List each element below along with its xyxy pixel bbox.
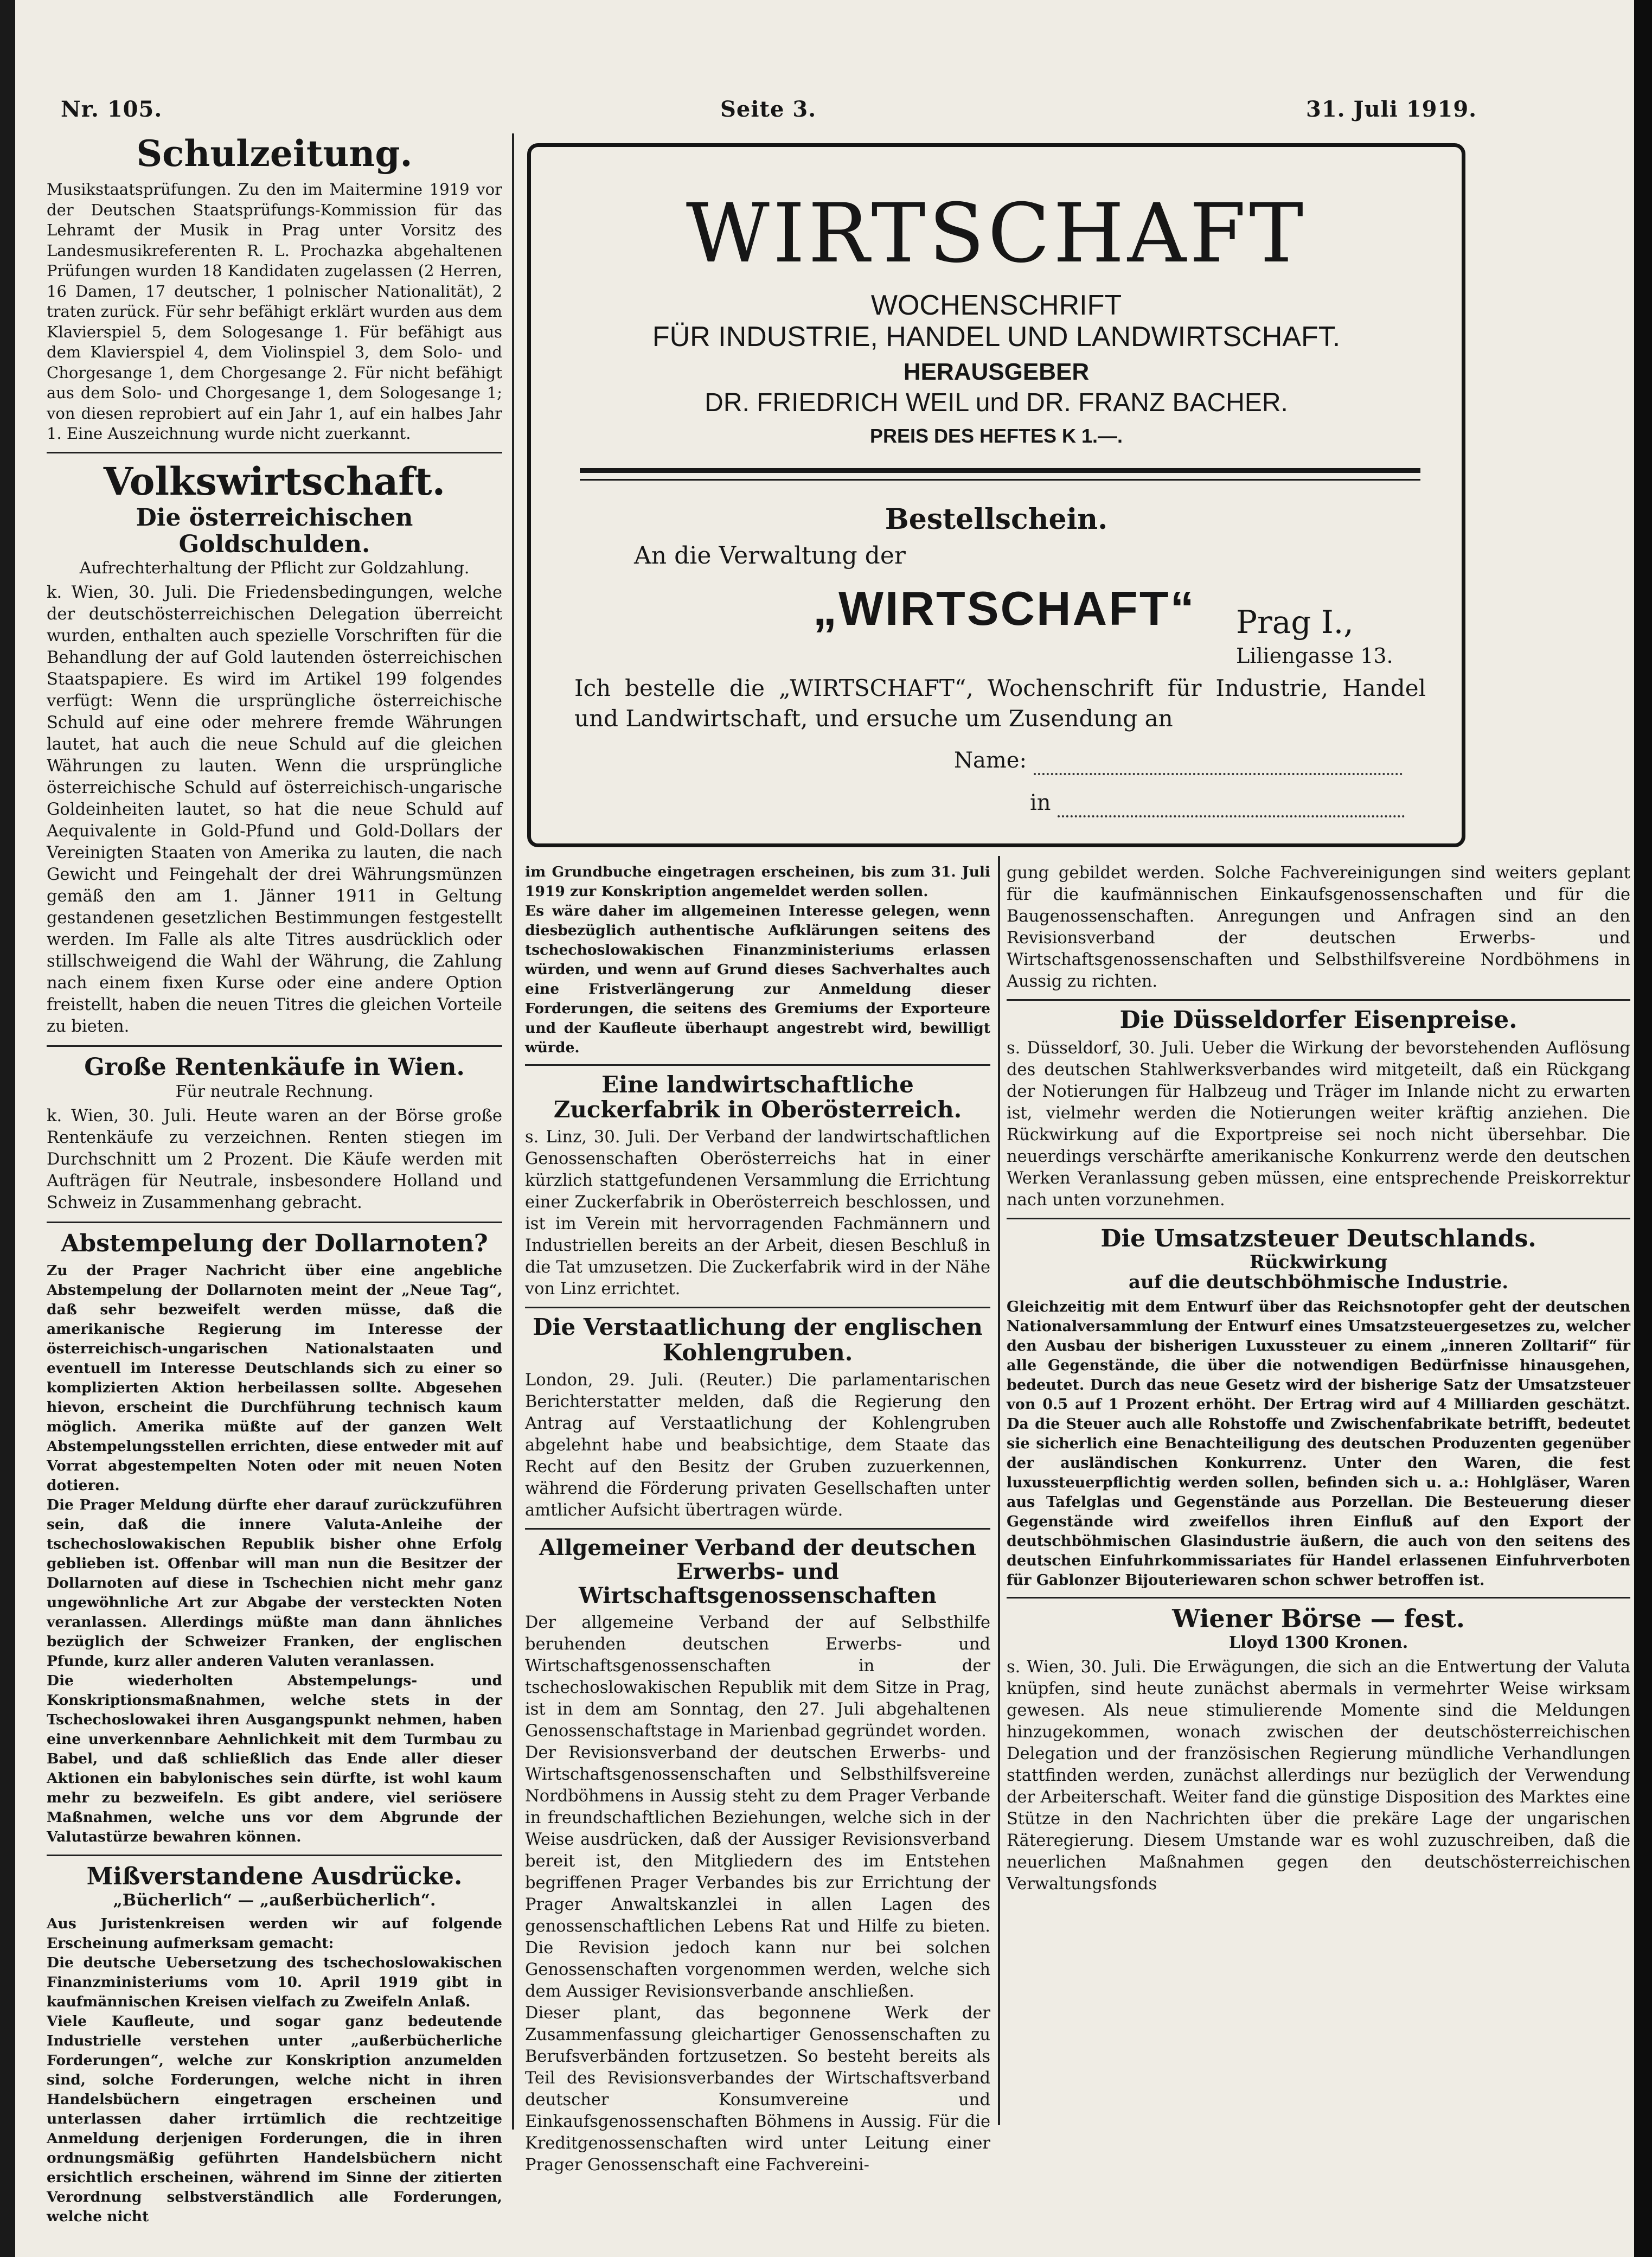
separator <box>1007 1218 1630 1219</box>
subhead-rueckwirkung: Rückwirkung <box>1249 1251 1388 1273</box>
headline-ausdruecke: Mißverstandene Ausdrücke. <box>86 1862 463 1890</box>
ad-in-label: in <box>1030 790 1051 815</box>
headline-eisenpreise: Die Düsseldorfer Eisenpreise. <box>1119 1006 1517 1034</box>
separator <box>525 1307 990 1308</box>
article-dollarnoten-p1: Zu der Prager Nachricht über eine angebliche Abstempelung der Dollarnoten meint der „Neue Tag“, daß sehr bezweifelt werden müsse, daß die amerikanische Regierung im Interesse der österreichisch-ungarischen Nationalstaaten und eventuell im Interesse Deutschlands sich zu einer so komplizierten Aktion herbeilassen sollte. Abgesehen hievon, erscheint die Durchführung technisch kaum möglich. Amerika müßte auf der ganzen Welt Abstempelungsstellen errichten, diese entweder mit auf Vorrat abgestempelten Noten oder mit neuen Noten dotieren. <box>47 1262 502 1494</box>
article-ausdruecke-p1: Aus Juristenkreisen werden wir auf folgende Erscheinung aufmerksam gemacht: <box>47 1915 502 1952</box>
ad-name-label: Name: <box>954 748 1027 773</box>
article-zuckerfabrik: s. Linz, 30. Juli. Der Verband der landwirtschaftlichen Genossenschaften Oberösterreichs hat in einer kürzlich stattgefundenen Versammlung die Errichtung einer Zuckerfabrik in Oberösterreich beschlossen, und ist im Verein mit hervorragenden Fachmännern und Industriellen bereits an der Arbeit, diesen Beschluß in die Tat umzusetzen. Die Zuckerfabrik wird in der Nähe von Linz errichtet. <box>525 1128 990 1299</box>
advertisement-wirtschaft <box>527 143 1465 847</box>
ad-name-row <box>954 748 1403 775</box>
ad-order-title: Bestellschein. <box>885 503 1108 536</box>
ad-editors: DR. FRIEDRICH WEIL und DR. FRANZ BACHER. <box>705 388 1288 417</box>
article-continued-2: Es wäre daher im allgemeinen Interesse gelegen, wenn diesbezüglich authentische Aufklärungen seitens des tschechoslowakischen Finanzministeriums erlassen würden, und wenn auf Grund dieses Sachverhaltes auch eine Fristverlängerung zur Anmeldung dieser Forderungen, die seitens des Gremiums der Exporteure und der Kaufleute überhaupt angestrebt wird, bewilligt würde. <box>525 903 990 1056</box>
separator <box>525 1064 990 1066</box>
article-dollarnoten-p2: Die Prager Meldung dürfte eher darauf zurückzuführen sein, daß die innere Valuta-Anleihe der tschechoslowakischen Republik bisher ohne Erfolg geblieben ist. Offenbar will man nun die Besitzer der Dollarnoten auf diese in Tschechien nicht mehr ganz ungewöhnliche Art zur Abgabe der versteckten Noten veranlassen. Allerdings müßte man dann ähnliches bezüglich der Schweizer Franken, der englischen Pfunde, kurz aller anderen Valuten veranlassen. <box>47 1496 502 1670</box>
ad-rule-thick <box>580 468 1420 473</box>
ad-in-row <box>1030 790 1405 817</box>
newspaper-page <box>15 0 1634 2257</box>
article-ausdruecke-p2: Die deutsche Uebersetzung des tschechoslowakischen Finanzministeriums vom 10. April 1919 gibt in kaufmännischen Kreisen vielfach zu Zweifeln Anlaß. <box>47 1954 502 2011</box>
separator <box>1007 1597 1630 1599</box>
ad-price: PREIS DES HEFTES K 1.—. <box>869 425 1123 447</box>
article-dollarnoten-p3: Die wiederholten Abstempelungs- und Konskriptionsmaßnahmen, welche stets in der Tschechoslowakei ihren Ausgangspunkt nehmen, haben eine unverkennbare Aehnlichkeit mit dem Turmbau zu Babel, und daß schließlich das Ende aller dieser Aktionen ein babylonisches sein dürfte, ist wohl kaum mehr zu bezweifeln. Es gibt andere, viel seriösere Maßnahmen, welche uns vor dem Abgrunde der Valutastürze bewahren können. <box>47 1672 502 1845</box>
scan-edge <box>1634 0 1652 2257</box>
article-verband-p3: Dieser plant, das begonnene Werk der Zusammenfassung gleichartiger Genossenschaften zu Berufsverbänden fortzusetzen. So besteht bereits als Teil des Revisionsverbandes der Wirtschaftsverband deutscher Konsumvereine und Einkaufsgenossenschaften Böhmens in Aussig. Für die Kreditgenossenschaften wird unter Leitung einer Prager Genossenschaft eine Fachvereini- <box>525 2003 990 2175</box>
subhead-ausdruecke: „Bücherlich“ — „außerbücherlich“. <box>113 1891 436 1910</box>
separator <box>47 1222 502 1223</box>
ad-subtitle-2: FÜR INDUSTRIE, HANDEL UND LANDWIRTSCHAFT. <box>652 321 1341 353</box>
ad-address-to: An die Verwaltung der <box>634 542 906 570</box>
column-rule-middle <box>998 856 1000 2125</box>
ad-street: Liliengasse 13. <box>1236 644 1393 668</box>
headline-umsatzsteuer: Die Umsatzsteuer Deutschlands. <box>1100 1225 1536 1253</box>
headline-zuckerfabrik: Eine landwirtschaftliche Zuckerfabrik in Oberösterreich. <box>553 1071 962 1123</box>
article-boerse: s. Wien, 30. Juli. Die Erwägungen, die sich an die Entwertung der Valuta knüpfen, sind heute zunächst abermals in vermehrter Weise wirksam gewesen. Als neue stimulierende Momente sind die Meldungen hinzugekommen, wonach zwischen der deutschösterreichischen Delegation und der französischen Regierung mündliche Verhandlungen stattfinden werden, zunächst allerdings nur bezüglich der Verwendung der Arbeiterschaft. Weiter fand die günstige Disposition des Marktes eine Stütze in den Nachrichten über die prekäre Lage der ungarischen Räteregierung. Diesem Umstande war es wohl zuzuschreiben, daß die neuerlichen Maßnahmen gegen den deutschösterreichischen Verwaltungsfonds <box>1007 1658 1630 1894</box>
subhead-goldschulden: Aufrechterhaltung der Pflicht zur Goldzahlung. <box>79 559 470 578</box>
section-title-volkswirtschaft: Volkswirtschaft. <box>103 458 446 504</box>
article-musikpruefungen: Musikstaatsprüfungen. Zu den im Maitermine 1919 vor der Deutschen Staatsprüfungs-Kommission für das Lehramt der Musik in Prag unter Vorsitz des Landesmusikreferenten R. L. Prochazka abgehaltenen Prüfungen wurden 18 Kandidaten zugelassen (2 Herren, 16 Damen, 17 deutscher, 1 polnischer Nationalität), 2 traten zurück. Für sehr befähigt erklärt wurden aus dem Klavierspiel 5, dem Sologesange 1. Für befähigt aus dem Klavierspiel 4, dem Violinspiel 3, dem Solo- und Chorgesange 1, dem Chorgesange 2. Für nicht befähigt aus dem Solo- und Chorgesange 1, dem Sologesange 1; von diesen reprobiert auf ein Jahr 1, auf ein halbes Jahr 1. Eine Auszeichnung wurde nicht zuerkannt. <box>47 180 502 443</box>
separator <box>47 452 502 453</box>
page-number: Seite 3. <box>720 97 817 122</box>
headline-rentenkaeufe: Große Rentenkäufe in Wien. <box>84 1053 465 1082</box>
ad-in-field[interactable] <box>1058 790 1405 817</box>
article-verband-p2: Der Revisionsverband der deutschen Erwerbs- und Wirtschaftsgenossenschaften und Selbsthilfsvereine Nordböhmens in Aussig steht zu dem Prager Verbande in freundschaftlichen Beziehungen, welche sich in der Weise ausdrücken, daß der Aussiger Revisionsverband bereit ist, den Mitgliedern des im Entstehen begriffenen Prager Verbandes bis zur Errichtung der Prager Anwaltskanzlei in allen Lagen des genossenschaftlichen Lebens Rat und Hilfe zu bieten. Die Revision jedoch kann nur bei solchen Genossenschaften vorgenommen werden, welche sich dem Aussiger Revisionsverbande anschließen. <box>525 1743 990 2001</box>
headline-goldschulden: Die österreichischen Goldschulden. <box>136 504 413 558</box>
headline-verband: Allgemeiner Verband der deutschen Erwerbs- und Wirtschaftsgenossenschaften <box>539 1534 976 1608</box>
ad-order-text: Ich bestelle die „WIRTSCHAFT“, Wochenschrift für Industrie, Handel und Landwirtschaft, und ersuche um Zusendung an <box>574 675 1426 732</box>
separator <box>47 1855 502 1856</box>
separator <box>525 1528 990 1530</box>
article-kohlengruben: London, 29. Juli. (Reuter.) Die parlamentarischen Berichterstatter melden, daß die Regierung den Antrag auf Verstaatlichung der Kohlengruben abgelehnt habe und beabsichtige, dem Staate das Recht auf den Besitz der Gruben zuzuerkennen, während die Förderung privaten Gesellschaften unter amtlicher Aufsicht übertragen würde. <box>525 1370 990 1520</box>
ad-city: Prag I., <box>1236 604 1354 641</box>
section-title-schulzeitung: Schulzeitung. <box>136 132 413 175</box>
article-ausdruecke-p3: Viele Kaufleute, und sogar ganz bedeutende Industrielle verstehen unter „außerbücherliche Forderungen“, welche zur Konskription anzumelden sind, solche Forderungen, welche nicht in ihren Handelsbüchern eingetragen erscheinen und unterlassen daher irrtümlich die rechtzeitige Anmeldung derjenigen Forderungen, die in ihren ordnungsmäßig geführten Handelsbüchern nicht ersichtlich erscheinen, während im Sinne der zitierten Verordnung selbstverständlich alle Forderungen, welche nicht <box>47 2013 502 2226</box>
article-umsatzsteuer: Gleichzeitig mit dem Entwurf über das Reichsnotopfer geht der deutschen Nationalversammlung der Entwurf eines Umsatzsteuergesetzes zu, welcher den Ausbau der bisherigen Luxussteuer zu einem „inneren Zolltarif“ für alle Gegenstände, die über die notwendigen Bedürfnisse hinausgehen, bedeutet. Durch das neue Gesetz wird der bisherige Satz der Umsatzsteuer von 0.5 auf 1 Prozent erhöht. Der Ertrag wird auf 4 Milliarden geschätzt. Da die Steuer auch alle Rohstoffe und Zwischenfabrikate betrifft, bedeutet sie sicherlich eine Benachteiligung des deutschen Produzenten gegenüber der ausländischen Konkurrenz. Unter den Waren, die fest luxussteuerpflichtig werden sollen, befinden sich u. a.: Hohlgläser, Waren aus Tafelglas und Gegenstände aus Porzellan. Die Besteuerung dieser Gegenstände wird zweifellos ihren Einfluß auf den Export der deutschböhmischen Glasindustrie äußern, die auch von den seitens des deutschen Einfuhrkommissariates für Handel erlassenen Einfuhrverboten für Gablonzer Bijouteriewaren schon schwer betroffen ist. <box>1007 1298 1630 1589</box>
separator <box>1007 999 1630 1001</box>
ad-rule-thin <box>580 479 1420 481</box>
article-rentenkaeufe: k. Wien, 30. Juli. Heute waren an der Börse große Rentenkäufe zu verzeichnen. Renten stiegen im Durchschnitt um 2 Prozent. Die Käufe werden mit Aufträgen für Neutrale, insbesondere Holland und Schweiz in Zusammenhang gebracht. <box>47 1106 502 1212</box>
article-verband-continued: gung gebildet werden. Solche Fachvereinigungen sind weiters geplant für die kaufmännischen Einkaufsgenossenschaften und für die Baugenossenschaften. Anregungen und Anfragen sind an den Revisionsverband der deutschen Erwerbs- und Wirtschaftsgenossenschaften und Selbsthilfsvereine Nordböhmens in Aussig zu richten. <box>1007 864 1630 991</box>
ad-editor-label: HERAUSGEBER <box>903 359 1090 385</box>
headline-dollarnoten: Abstempelung der Dollarnoten? <box>61 1229 488 1257</box>
right-column <box>1007 862 1630 2126</box>
headline-kohlengruben: Die Verstaatlichung der englischen Kohlengruben. <box>533 1314 983 1366</box>
article-eisenpreise: s. Düsseldorf, 30. Juli. Ueber die Wirkung der bevorstehenden Auflösung des deutschen Stahlwerksverbandes wird mitgeteilt, daß ein Rückgang der Notierungen für Halbzeug und Träger im Inlande nicht zu erwarten ist, vielmehr werden die Notierungen weiter kräftig anziehen. Die Rückwirkung auf die Exportpreise sei noch nicht übersehbar. Die neuerdings verschärfte amerikanische Konkurrenz werde den deutschen Werken Veranlassung geben müssen, eine entsprechende Preiskorrektur nach unten vorzunehmen. <box>1007 1039 1630 1210</box>
issue-number: Nr. 105. <box>61 97 163 122</box>
subhead-industrie: auf die deutschböhmische Industrie. <box>1128 1271 1509 1294</box>
article-verband-p1: Der allgemeine Verband der auf Selbsthilfe beruhenden deutschen Erwerbs- und Wirtschaftsgenossenschaften in der tschechoslowakischen Republik mit dem Sitze in Prag, ist in dem am Sonntag, den 27. Juli abgehaltenen Genossenschaftstage in Marienbad gegründet worden. <box>525 1613 990 1741</box>
subhead-rentenkaeufe: Für neutrale Rechnung. <box>175 1082 374 1101</box>
subhead-boerse: Lloyd 1300 Kronen. <box>1228 1633 1408 1653</box>
ad-subtitle: WOCHENSCHRIFT <box>870 290 1122 321</box>
separator <box>47 1045 502 1047</box>
headline-boerse: Wiener Börse — fest. <box>1172 1603 1465 1633</box>
issue-date: 31. Juli 1919. <box>1306 97 1477 122</box>
left-column <box>47 132 502 2226</box>
article-goldschulden: k. Wien, 30. Juli. Die Friedensbedingungen, welche der deutschösterreichischen Delegation überreicht wurden, enthalten auch spezielle Vorschriften für die Behandlung der auf Gold lautenden österreichischen Staatspapiere. Es wird im Artikel 199 folgendes verfügt: Wenn die ursprüngliche österreichische Schuld auf eine oder mehrere fremde Währungen lautet, hat auch die neue Schuld auf die gleichen Währungen zu lauten. Wenn die ursprüngliche österreichische Schuld auf österreichisch-ungarische Goldeinheiten lautet, so hat die neue Schuld auf Aequivalente in Gold-Pfund und Gold-Dollars der Vereinigten Staaten von Amerika zu lauten, die nach Gewicht und Feingehalt der drei Währungsmünzen gemäß den am 1. Jänner 1911 in Geltung gestandenen gesetzlichen Bestimmungen festgestellt werden. Im Falle als alte Titres ausdrücklich oder stillschweigend die Wahl der Währung, die Zahlung nach einem fixen Kurse oder eine andere Option freistellt, haben die neuen Titres die gleichen Vorteile zu bieten. <box>47 583 502 1037</box>
middle-column <box>525 862 990 2175</box>
column-rule-left <box>512 133 514 2130</box>
ad-name-field[interactable] <box>1034 748 1403 775</box>
ad-big-name: „WIRTSCHAFT“ <box>813 581 1196 635</box>
ad-title: WIRTSCHAFT <box>686 187 1307 281</box>
article-continued: im Grundbuche eingetragen erscheinen, bis zum 31. Juli 1919 zur Konskription angemeldet werden sollen. <box>525 864 990 900</box>
